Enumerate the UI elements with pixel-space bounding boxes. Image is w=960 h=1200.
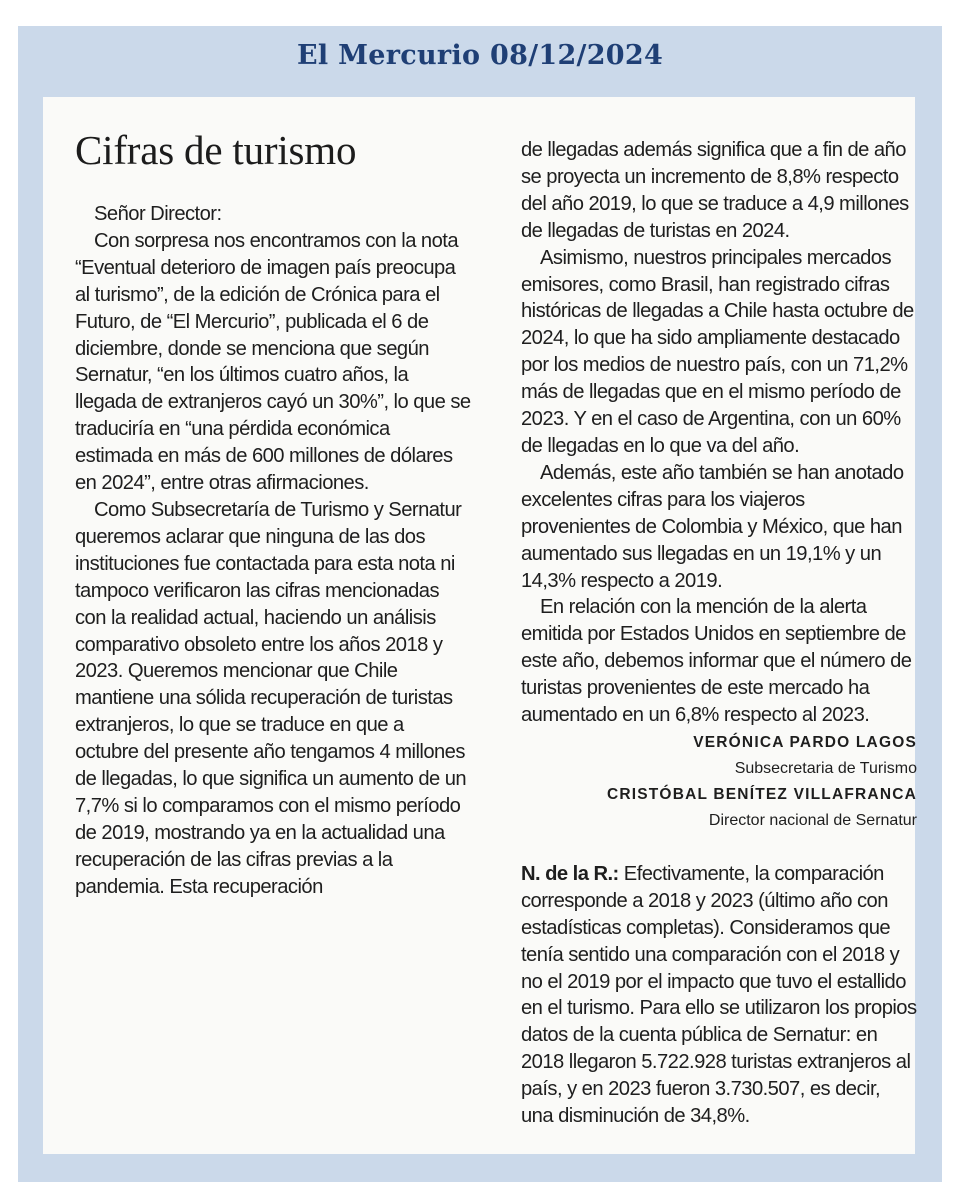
masthead-title: El Mercurio 08/12/2024: [296, 40, 664, 71]
page-frame: [18, 26, 942, 1182]
signature-role: Director nacional de Sernatur: [708, 811, 917, 829]
signature-name: CRISTÓBAL BENÍTEZ VILLAFRANCA: [606, 785, 917, 803]
signature-name: VERÓNICA PARDO LAGOS: [693, 733, 917, 751]
signature-block: [521, 729, 917, 833]
signature-role: Subsecretaria de Turismo: [734, 759, 917, 777]
letter-paragraph: Como Subsecretaría de Turismo y Sernatur queremos aclarar que ninguna de las dos instituciones fue contactada para esta nota ni tampoco verificaron las cifras mencionadas con la realidad actual, haciendo un análisis comparativo obsoleto entre los años 2018 y 2023. Queremos mencionar que Chile mantiene una sólida recuperación de turistas extranjeros, lo que se traduce en que a octubre del presente año tengamos 4 millones de llegadas, lo que significa un aumento de un 7,7% si lo comparamos con el mismo período de 2019, mostrando ya en la actualidad una recuperación de las cifras previas a la pandemia. Esta recuperación: [75, 498, 467, 898]
article-column-right: [521, 137, 917, 1130]
letter-paragraph-continued: de llegadas además significa que a fin de año se proyecta un incremento de 8,8% respecto del año 2019, lo que se traduce a 4,9 millones de llegadas de turistas en 2024.: [521, 139, 909, 242]
newspaper-clipping: [43, 97, 915, 1154]
editor-note-label: N. de la R.:: [521, 862, 619, 885]
letter-paragraph: Con sorpresa nos encontramos con la nota “Eventual deterioro de imagen país preocupa al turismo”, de la edición de Crónica para el Futuro, de “El Mercurio”, publicada el 6 de diciembre, donde se menciona que según Sernatur, “en los últimos cuatro años, la llegada de extranjeros cayó un 30%”, lo que se traduciría en “una pérdida económica estimada en más de 600 millones de dólares en 2024”, entre otras afirmaciones.: [75, 229, 471, 495]
letter-paragraph: Además, este año también se han anotado excelentes cifras para los viajeros provenientes de Colombia y México, que han aumentado sus llegadas en un 19,1% y un 14,3% respecto a 2019.: [521, 461, 904, 592]
article-column-left: [75, 125, 471, 901]
editor-note-text: Efectivamente, la comparación corresponde a 2018 y 2023 (último año con estadísticas completas). Consideramos que tenía sentido una comparación con el 2018 y no el 2019 por el impacto que tuvo el estallido en el turismo. Para ello se utilizaron los propios datos de la cuenta pública de Sernatur: en 2018 llegaron 5.722.928 turistas extranjeros al país, y en 2023 fueron 3.730.507, es decir, una disminución de 34,8%.: [521, 862, 917, 1128]
article-title: Cifras de turismo: [75, 127, 357, 173]
editor-note: [521, 861, 917, 1130]
letter-paragraph: Asimismo, nuestros principales mercados emisores, como Brasil, han registrado cifras históricas de llegadas a Chile hasta octubre de 2024, lo que ha sido ampliamente destacado por los medios de nuestro país, con un 71,2% más de llegadas que en el mismo período de 2023. Y en el caso de Argentina, con un 60% de llegadas en lo que va del año.: [521, 246, 914, 457]
letter-paragraph: En relación con la mención de la alerta emitida por Estados Unidos en septiembre de este año, debemos informar que el número de turistas provenientes de este mercado ha aumentado en un 6,8% respecto al 2023.: [521, 596, 912, 727]
letter-salutation: Señor Director:: [94, 203, 222, 225]
